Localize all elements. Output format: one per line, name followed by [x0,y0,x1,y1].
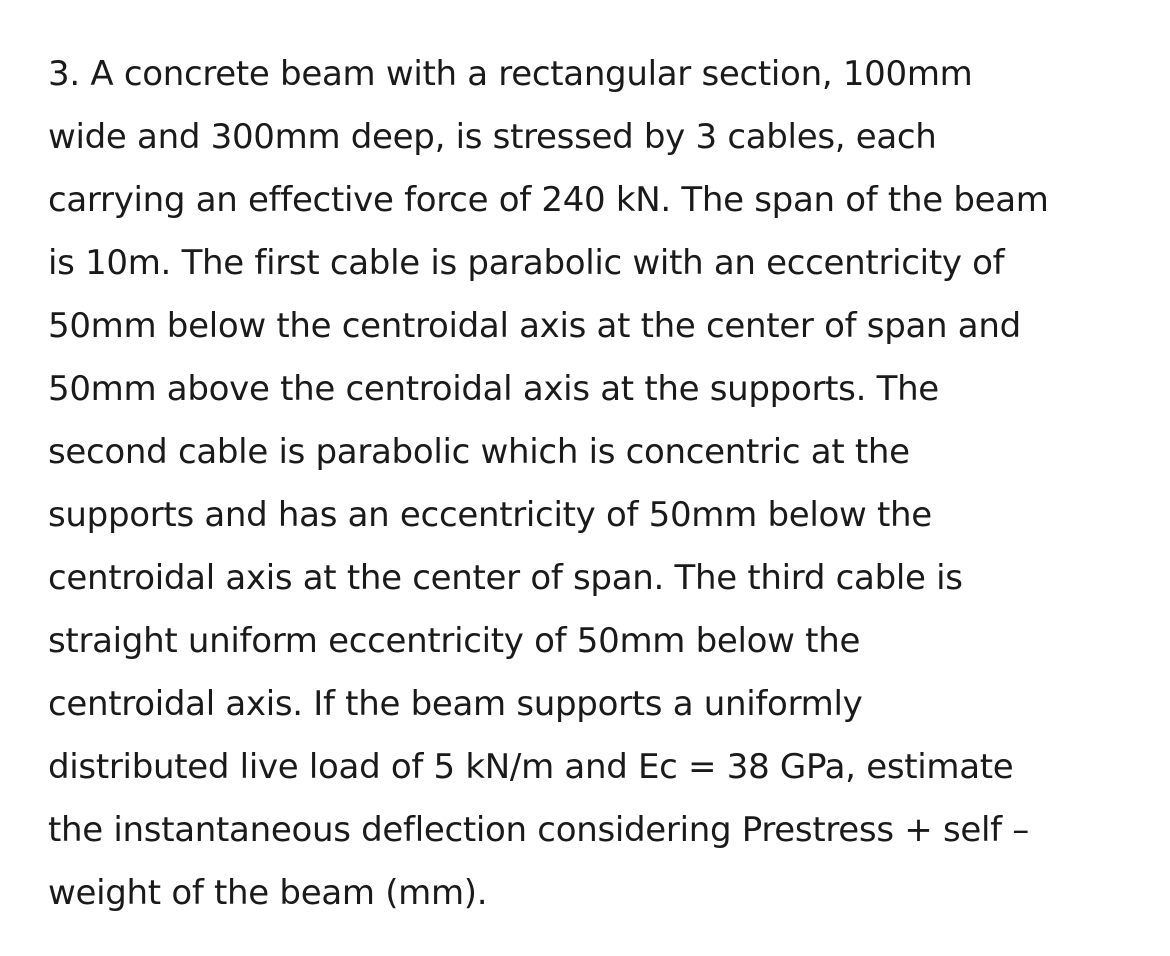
question-line: centroidal axis. If the beam supports a uniformly [48,684,863,724]
question-line: 50mm below the centroidal axis at the center of span and [48,306,1021,346]
question-line: second cable is parabolic which is concentric at the [48,432,910,472]
question-line: 50mm above the centroidal axis at the supports. The [48,369,939,409]
question-line: supports and has an eccentricity of 50mm below the [48,495,932,535]
question-line: 3. A concrete beam with a rectangular section, 100mm [48,54,973,94]
question-line: straight uniform eccentricity of 50mm below the [48,621,861,661]
question-line: is 10m. The first cable is parabolic with an eccentricity of [48,243,1005,283]
question-line: the instantaneous deflection considering Prestress + self – [48,810,1030,850]
question-line: weight of the beam (mm). [48,873,488,913]
question-line: carrying an effective force of 240 kN. The span of the beam [48,180,1049,220]
question-line: distributed live load of 5 kN/m and Ec = 38 GPa, estimate [48,747,1014,787]
question-text [48,43,1138,925]
question-line: wide and 300mm deep, is stressed by 3 cables, each [48,117,937,157]
question-line: centroidal axis at the center of span. The third cable is [48,558,963,598]
